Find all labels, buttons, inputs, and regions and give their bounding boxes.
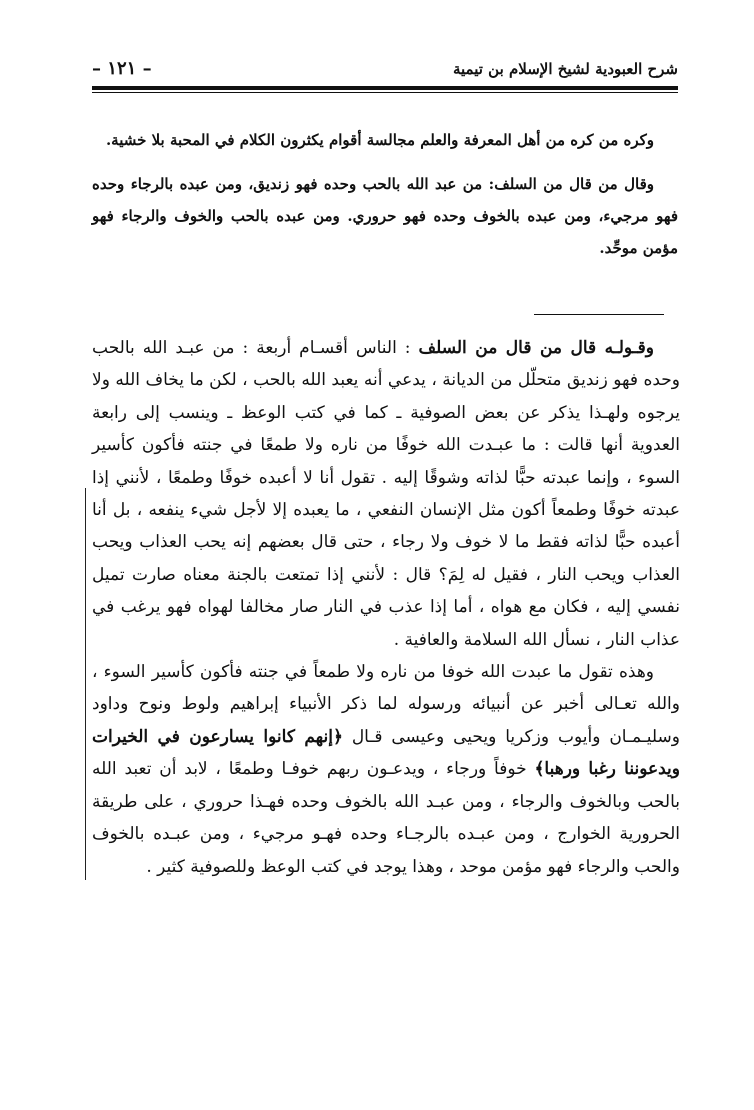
header-rule-thick [92, 86, 678, 90]
commentary-block [92, 332, 680, 883]
commentary-paragraph-2-start: وهذه تقول ما عبدت الله خوفا من ناره ولا طمعاً في جنته فأكون كأسير السوء ، والله تعـالى أخبر عن أنبيائه ورسوله لما ذكر الأنبياء إبراهيم ولوط ونوح وداود وسليـمـان وأيوب وزكريا ويحيى وعيسى قـال [92, 662, 680, 747]
margin-line [85, 488, 86, 880]
header-title: شرح العبودية لشيخ الإسلام بن تيمية [452, 60, 678, 78]
quoted-text-block [92, 124, 678, 276]
commentary-paragraph-2 [92, 656, 680, 883]
commentary-lead: وقـولـه قال من قال من السلف [418, 338, 654, 358]
header-rule-thin [92, 92, 678, 93]
quran-verse: ﴿إنهم كانوا يسارعون في الخيرات ويدعوننا رغبا ورهبا﴾ [92, 726, 680, 780]
running-header [92, 58, 678, 94]
commentary-paragraph-2-text: خوفاً ورجاء ، ويدعـون ربهم خوفـا وطمعًا ، لابد أن تعبد الله بالحب وبالخوف والرجاء ، ومن عبـد الله بالخوف وحده فهـذا حروري ، على طريقة الحرورية الخوارج ، ومن عبـده بالرجـاء وحده فهـو مرجيء ، ومن عبـده بالخوف والحب والرجاء فهو مؤمن موحد ، وهذا يوجد في كتب الوعظ وللصوفية كثير . [92, 759, 680, 877]
quote-paragraph-1: وكره من كره من أهل المعرفة والعلم مجالسة أقوام يكثرون الكلام في المحبة بلا خشية. [105, 131, 654, 149]
commentary-paragraph-1-text: : الناس أقسـام أربعة : من عبـد الله بالحب وحده فهو زنديق متحلّل من الديانة ، يدعي أنه يعبد الله بالحب ، لكن ما يخاف الله ولا يرجوه ولهـذا يذكر عن بعض الصوفية ـ كما في كتب الوعظ ـ وينسب إلى رابعة العدوية أنها قالت : ما عبـدت الله خوفًا من ناره ولا طمعًا في جنته فأكون كأسير السوء ، وإنما عبدته حبًّا لذاته وشوقًا إليه . تقول أنا لا أعبده خوفًا وطمعًا ، لأنني إذا عبدته خوفًا وطمعاً أكون مثل الإنسان النفعي ، ما يعبده إلا لأجل شيء ينفعه ، بل أنا أعبده حبًّا لذاته فقط ما لا خوف ولا رجاء ، حتى قال بعضهم إنه يحب العذاب ويحب العذاب ويحب النار ، فقيل له لِمَ؟ قال : لأنني إذا تمتعت بالجنة معناه صارت تميل نفسي إليه ، فكان مع هواه ، أما إذا عذب في النار صار مخالفا لهواه فهو يرغب في عذاب النار ، نسأل الله السلامة والعافية . [92, 338, 680, 650]
section-separator [534, 314, 664, 315]
page-number: – ١٢١ – [92, 58, 152, 79]
commentary-paragraph-1 [92, 332, 680, 656]
quote-paragraph-2: وقال من قال من السلف: من عبد الله بالحب وحده فهو زنديق، ومن عبده بالرجاء وحده فهو مرجيء، ومن عبده بالخوف وحده فهو حروري. ومن عبده بالحب والخوف والرجاء فهو مؤمن موحِّد. [92, 175, 678, 257]
